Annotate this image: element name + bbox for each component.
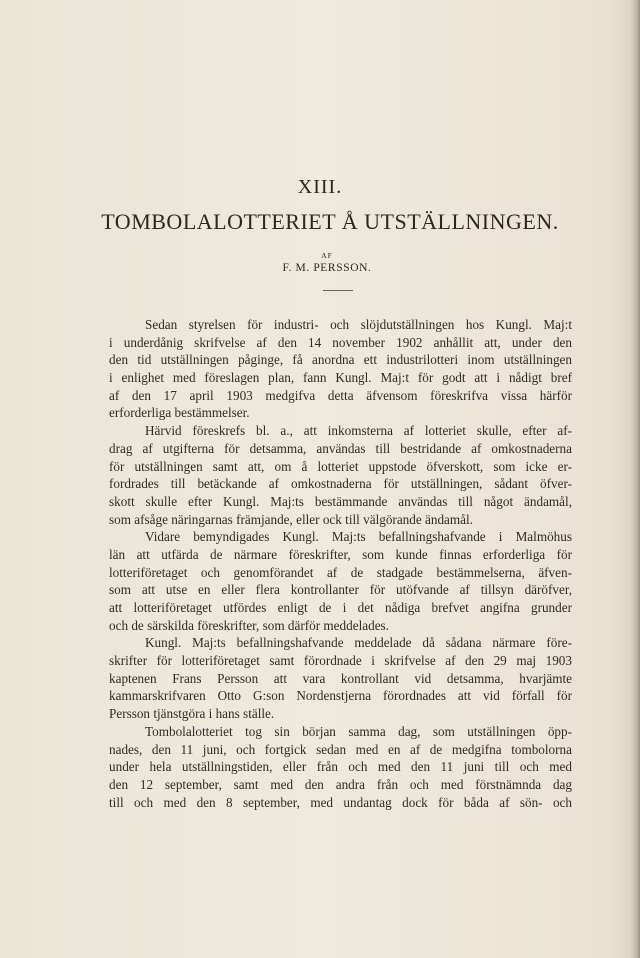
body-line: kaptenen Frans Persson att vara kontrollant vid detsamma, hvarjämte: [109, 670, 572, 686]
author-name: F. M. PERSSON.: [282, 262, 372, 274]
body-line: drag af utgifterna för detsamma, användas till bestridande af omkostnaderna: [109, 440, 572, 456]
body-line: län att utfärda de närmare föreskrifter, som kunde finnas erforderliga för: [109, 546, 572, 562]
body-line: under hela utställningstiden, eller från och med den 11 juni till och med: [109, 759, 572, 775]
body-line: den 12 september, samt med den andra från och med förstnämnda dag: [109, 776, 572, 792]
body-line: skott skulle efter Kungl. Maj:ts bestämmande användas till något ändamål,: [109, 493, 572, 509]
body-line: Persson tjänstgöra i hans ställe.: [109, 706, 275, 722]
body-line: Härvid föreskrefs bl. a., att inkomsterna af lotteriet skulle, efter af-: [145, 423, 572, 439]
body-line: för utställningen samt att, om å lotteriet uppstode öfverskott, som icke er-: [109, 458, 572, 474]
body-line: kammarskrifvaren Otto G:son Nordenstjerna förordnades att vid förfall för: [109, 688, 572, 704]
body-line: lotteriföretaget och genomförandet af de stadgade bestämmelserna, äfven-: [109, 564, 572, 580]
body-line: den tid utställningen påginge, få anordna ett industrilotteri inom utställningen: [109, 352, 572, 368]
body-line: som att utse en eller flera kontrollanter för utöfvande af tillsyn däröfver,: [109, 582, 572, 598]
page-edge-shadow: [630, 0, 640, 958]
body-text: [109, 316, 572, 811]
body-line: Kungl. Maj:ts befallningshafvande meddelade då sådana närmare före-: [145, 635, 572, 651]
body-line: af den 17 april 1903 medgifva detta äfvensom föreskrifva vissa härför: [109, 387, 572, 403]
body-line: i enlighet med föreslagen plan, fann Kungl. Maj:t för godt att i nådigt bref: [109, 370, 572, 386]
body-line: fordrades till betäckande af omkostnaderna för utställningen, sådant öfver-: [109, 476, 572, 492]
body-line: erforderliga bestämmelser.: [109, 405, 250, 421]
body-line: som afsåge näringarnas främjande, eller ock till välgörande ändamål.: [109, 511, 473, 527]
body-line: att lotteriföretaget utfördes enligt de i det nådiga brefvet angifna grunder: [109, 600, 572, 615]
body-line: Vidare bemyndigades Kungl. Maj:ts befallningshafvande i Malmöhus: [145, 529, 572, 545]
chapter-title: TOMBOLALOTTERIET Å UTSTÄLLNINGEN.: [101, 209, 559, 234]
body-line: och de särskilda föreskrifter, som därför meddelades.: [109, 617, 389, 633]
body-line: nades, den 11 juni, och fortgick sedan med en af de medgifna tombolorna: [109, 741, 572, 757]
title-divider: [323, 290, 353, 291]
body-line: till och med den 8 september, med undantag dock för båda af sön- och: [109, 794, 572, 810]
body-line: Tombolalotteriet tog sin början samma dag, som utställningen öpp-: [145, 723, 572, 739]
body-line: Sedan styrelsen för industri- och slöjdutställningen hos Kungl. Maj:t: [145, 317, 572, 332]
byline-prefix: AF: [321, 251, 333, 260]
body-line: skrifter för lotteriföretaget samt förordnade i skrifvelse af den 29 maj 1903: [109, 653, 572, 669]
chapter-number: XIII.: [297, 176, 343, 198]
body-line: i underdånig skrifvelse af den 14 november 1902 anhållit att, under den: [109, 334, 572, 350]
